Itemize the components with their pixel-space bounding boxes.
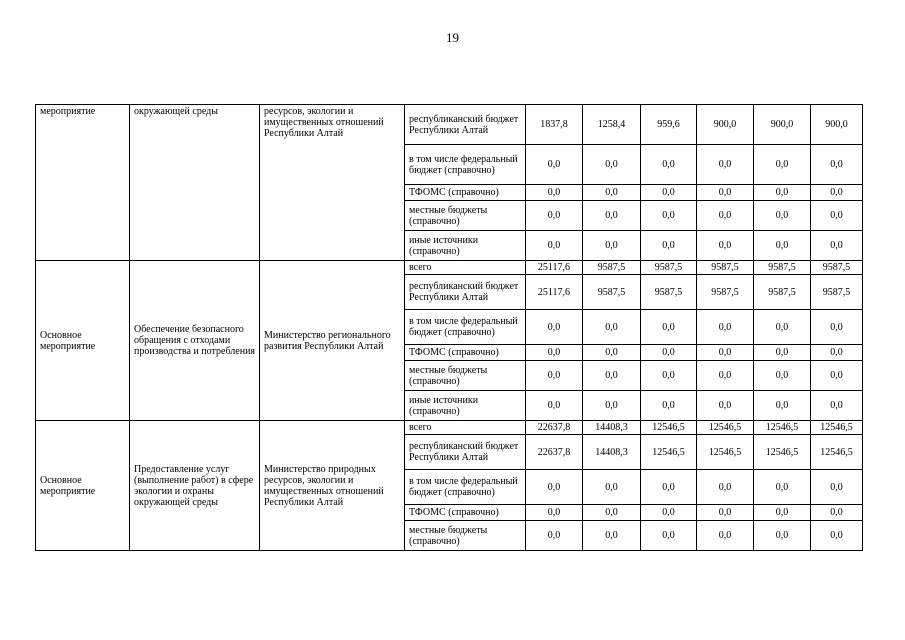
event-name-cell: Предоставление услуг (выполнение работ) в сфере экологии и охраны окружающей среды (130, 421, 260, 551)
funding-source-cell: республиканский бюджет Республики Алтай (405, 435, 526, 470)
amount-cell: 1837,8 (526, 105, 583, 145)
amount-cell: 0,0 (583, 310, 641, 345)
amount-cell: 9587,5 (754, 261, 811, 275)
amount-cell: 0,0 (641, 310, 697, 345)
amount-cell: 9587,5 (697, 261, 754, 275)
amount-cell: 0,0 (526, 345, 583, 361)
table-row (36, 105, 863, 145)
event-name-cell: Обеспечение безопасного обращения с отходами производства и потребления (130, 261, 260, 421)
amount-cell: 959,6 (641, 105, 697, 145)
amount-cell: 0,0 (697, 231, 754, 261)
amount-cell: 0,0 (754, 470, 811, 505)
amount-cell: 0,0 (526, 505, 583, 521)
amount-cell: 0,0 (526, 201, 583, 231)
table-row (36, 421, 863, 435)
amount-cell: 9587,5 (811, 261, 863, 275)
amount-cell: 0,0 (641, 145, 697, 185)
amount-cell: 0,0 (641, 231, 697, 261)
amount-cell: 0,0 (811, 505, 863, 521)
amount-cell: 0,0 (811, 185, 863, 201)
amount-cell: 0,0 (641, 201, 697, 231)
amount-cell: 9587,5 (641, 261, 697, 275)
funding-source-cell: в том числе федеральный бюджет (справочно) (405, 145, 526, 185)
page-number: 19 (446, 30, 459, 45)
amount-cell: 0,0 (641, 345, 697, 361)
amount-cell: 0,0 (641, 185, 697, 201)
event-type-cell: Основное мероприятие (36, 261, 130, 421)
amount-cell: 0,0 (811, 345, 863, 361)
amount-cell: 0,0 (641, 391, 697, 421)
amount-cell: 9587,5 (583, 275, 641, 310)
amount-cell: 0,0 (754, 361, 811, 391)
amount-cell: 9587,5 (811, 275, 863, 310)
amount-cell: 0,0 (697, 185, 754, 201)
amount-cell: 0,0 (754, 505, 811, 521)
funding-source-cell: иные источники (справочно) (405, 391, 526, 421)
amount-cell: 0,0 (641, 521, 697, 551)
amount-cell: 0,0 (754, 310, 811, 345)
amount-cell: 0,0 (583, 505, 641, 521)
amount-cell: 0,0 (811, 310, 863, 345)
amount-cell: 0,0 (697, 345, 754, 361)
amount-cell: 9587,5 (754, 275, 811, 310)
amount-cell: 25117,6 (526, 275, 583, 310)
funding-source-cell: ТФОМС (справочно) (405, 505, 526, 521)
amount-cell: 0,0 (754, 231, 811, 261)
funding-source-cell: ТФОМС (справочно) (405, 345, 526, 361)
amount-cell: 12546,5 (811, 421, 863, 435)
amount-cell: 0,0 (697, 391, 754, 421)
event-name-cell: окружающей среды (130, 105, 260, 261)
amount-cell: 0,0 (526, 310, 583, 345)
amount-cell: 0,0 (811, 391, 863, 421)
amount-cell: 900,0 (754, 105, 811, 145)
funding-source-cell: всего (405, 261, 526, 275)
amount-cell: 0,0 (697, 470, 754, 505)
funding-source-cell: в том числе федеральный бюджет (справочно) (405, 470, 526, 505)
funding-source-cell: республиканский бюджет Республики Алтай (405, 275, 526, 310)
amount-cell: 0,0 (583, 145, 641, 185)
amount-cell: 0,0 (697, 145, 754, 185)
amount-cell: 0,0 (583, 361, 641, 391)
amount-cell: 0,0 (754, 185, 811, 201)
amount-cell: 0,0 (754, 145, 811, 185)
amount-cell: 0,0 (754, 201, 811, 231)
amount-cell: 0,0 (811, 470, 863, 505)
amount-cell: 0,0 (697, 521, 754, 551)
amount-cell: 0,0 (583, 185, 641, 201)
amount-cell: 0,0 (697, 505, 754, 521)
amount-cell: 0,0 (526, 391, 583, 421)
funding-source-cell: всего (405, 421, 526, 435)
amount-cell: 0,0 (811, 201, 863, 231)
amount-cell: 0,0 (811, 145, 863, 185)
amount-cell: 0,0 (641, 505, 697, 521)
amount-cell: 0,0 (583, 345, 641, 361)
amount-cell: 900,0 (697, 105, 754, 145)
amount-cell: 14408,3 (583, 435, 641, 470)
amount-cell: 0,0 (526, 145, 583, 185)
executor-cell: ресурсов, экологии и имущественных отношений Республики Алтай (260, 105, 405, 261)
amount-cell: 22637,8 (526, 435, 583, 470)
table-row (36, 261, 863, 275)
funding-source-cell: местные бюджеты (справочно) (405, 361, 526, 391)
amount-cell: 0,0 (697, 201, 754, 231)
amount-cell: 0,0 (526, 361, 583, 391)
amount-cell: 0,0 (583, 201, 641, 231)
event-type-cell: мероприятие (36, 105, 130, 261)
funding-source-cell: республиканский бюджет Республики Алтай (405, 105, 526, 145)
event-type-cell: Основное мероприятие (36, 421, 130, 551)
executor-cell: Министерство природных ресурсов, экологии и имущественных отношений Республики Алтай (260, 421, 405, 551)
amount-cell: 0,0 (754, 345, 811, 361)
amount-cell: 0,0 (583, 521, 641, 551)
funding-source-cell: местные бюджеты (справочно) (405, 521, 526, 551)
amount-cell: 9587,5 (697, 275, 754, 310)
amount-cell: 0,0 (811, 361, 863, 391)
amount-cell: 9587,5 (583, 261, 641, 275)
executor-cell: Министерство регионального развития Республики Алтай (260, 261, 405, 421)
amount-cell: 0,0 (526, 470, 583, 505)
amount-cell: 0,0 (526, 231, 583, 261)
amount-cell: 0,0 (583, 231, 641, 261)
budget-table (35, 104, 863, 551)
funding-source-cell: местные бюджеты (справочно) (405, 201, 526, 231)
amount-cell: 12546,5 (641, 435, 697, 470)
amount-cell: 0,0 (754, 391, 811, 421)
amount-cell: 25117,6 (526, 261, 583, 275)
amount-cell: 14408,3 (583, 421, 641, 435)
amount-cell: 12546,5 (754, 421, 811, 435)
amount-cell: 0,0 (583, 391, 641, 421)
amount-cell: 0,0 (811, 231, 863, 261)
amount-cell: 900,0 (811, 105, 863, 145)
amount-cell: 0,0 (641, 470, 697, 505)
funding-source-cell: в том числе федеральный бюджет (справочно) (405, 310, 526, 345)
funding-source-cell: иные источники (справочно) (405, 231, 526, 261)
amount-cell: 0,0 (583, 470, 641, 505)
amount-cell: 12546,5 (697, 421, 754, 435)
amount-cell: 1258,4 (583, 105, 641, 145)
amount-cell: 0,0 (526, 185, 583, 201)
amount-cell: 0,0 (754, 521, 811, 551)
amount-cell: 9587,5 (641, 275, 697, 310)
amount-cell: 0,0 (697, 310, 754, 345)
amount-cell: 12546,5 (811, 435, 863, 470)
amount-cell: 0,0 (697, 361, 754, 391)
amount-cell: 0,0 (526, 521, 583, 551)
amount-cell: 12546,5 (697, 435, 754, 470)
amount-cell: 0,0 (641, 361, 697, 391)
amount-cell: 12546,5 (754, 435, 811, 470)
amount-cell: 12546,5 (641, 421, 697, 435)
funding-source-cell: ТФОМС (справочно) (405, 185, 526, 201)
amount-cell: 22637,8 (526, 421, 583, 435)
amount-cell: 0,0 (811, 521, 863, 551)
